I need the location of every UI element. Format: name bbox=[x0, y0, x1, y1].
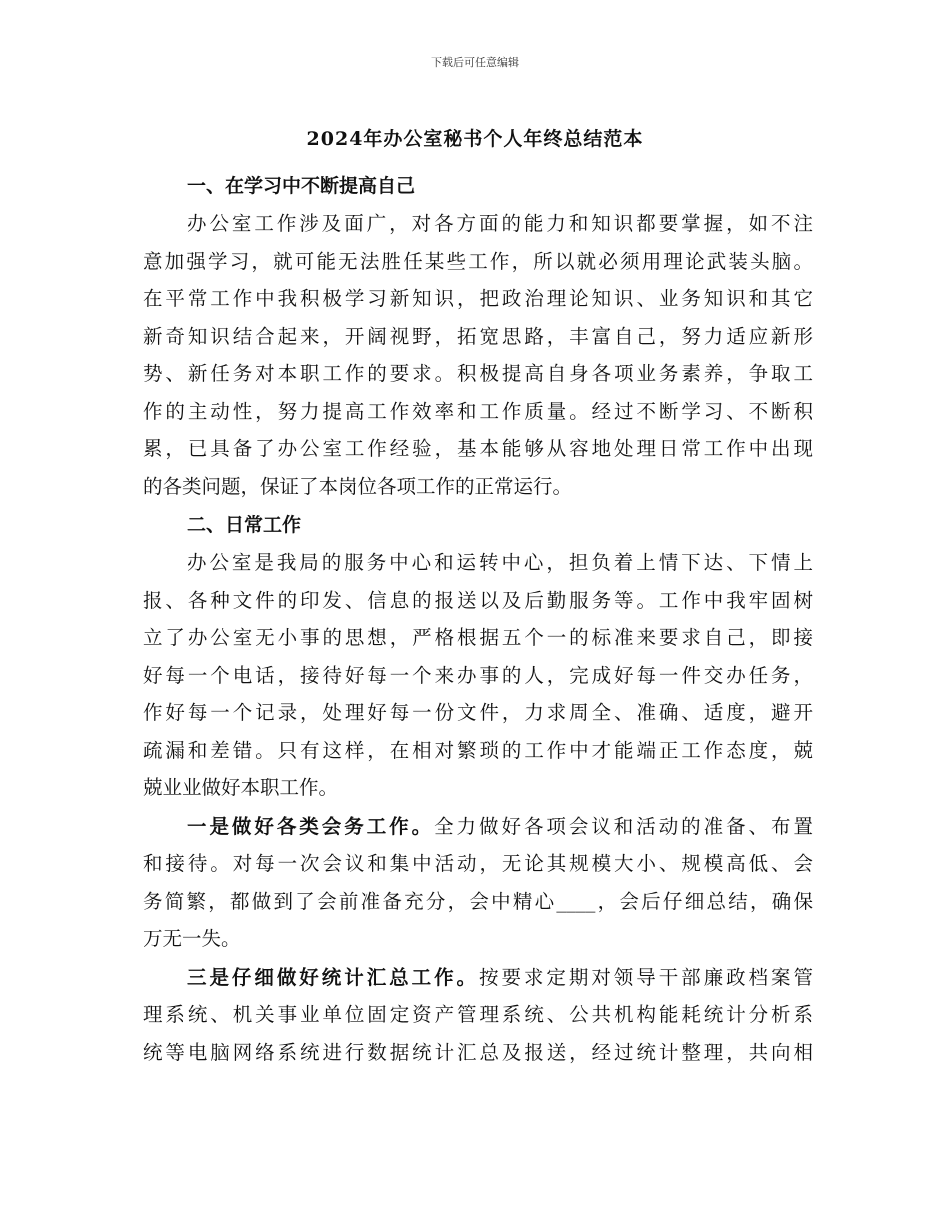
text-line: 和接待。对每一次会议和集中活动，无论其规模大小、规模高低、会 bbox=[143, 852, 813, 875]
text-line: 新奇知识结合起来，开阔视野，拓宽思路，丰富自己，努力适应新形 bbox=[143, 324, 813, 348]
section-heading-daily-work: 二、日常工作 bbox=[187, 514, 302, 536]
emphasis-lead-meeting: 一是做好各类会务工作。 bbox=[187, 814, 435, 838]
section-heading-study: 一、在学习中不断提高自己 bbox=[187, 175, 416, 197]
text-line: 作好每一个记录，处理好每一份文件，力求周全、准确、适度，避开 bbox=[143, 701, 813, 724]
text-line: 在平常工作中我积极学习新知识，把政治理论知识、业务知识和其它 bbox=[143, 287, 813, 310]
text-line: 报、各种文件的印发、信息的报送以及后勤服务等。工作中我牢固树 bbox=[143, 588, 813, 612]
text-line: 办公室工作涉及面广，对各方面的能力和知识都要掌握，如不注 bbox=[187, 212, 813, 235]
text-line: 万无一失。 bbox=[143, 927, 241, 950]
text-line: 兢业业做好本职工作。 bbox=[143, 776, 339, 799]
text-line bbox=[143, 959, 813, 997]
text-line: 务简繁，都做到了会前准备充分，会中精心____，会后仔细总结，确保 bbox=[143, 889, 813, 913]
text-line: 理系统、机关事业单位固定资产管理系统、公共机构能耗统计分析系 bbox=[143, 1003, 813, 1026]
text-line: 好每一个电话，接待好每一个来办事的人，完成好每一件交办任务， bbox=[143, 663, 813, 687]
page-header-note: 下载后可任意编辑 bbox=[431, 56, 519, 69]
document-body bbox=[143, 167, 813, 1071]
paragraph-meeting-work bbox=[143, 808, 813, 958]
text-line: 作的主动性，努力提高工作效率和工作质量。经过不断学习、不断积 bbox=[143, 399, 813, 423]
text-line: 统等电脑网络系统进行数据统计汇总及报送，经过统计整理，共向相 bbox=[143, 1040, 813, 1064]
emphasis-lead-statistics: 三是仔细做好统计汇总工作。 bbox=[187, 965, 480, 989]
text-line: 累，已具备了办公室工作经验，基本能够从容地处理日常工作中出现 bbox=[143, 437, 813, 460]
text-run: 按要求定期对领导干部廉政档案管 bbox=[479, 965, 813, 989]
text-line: 疏漏和差错。只有这样，在相对繁琐的工作中才能端正工作态度，兢 bbox=[143, 738, 813, 762]
document-title: 2024年办公室秘书个人年终总结范本 bbox=[306, 128, 644, 150]
text-line: 意加强学习，就可能无法胜任某些工作，所以就必须用理论武装头脑。 bbox=[143, 249, 813, 273]
text-line: 势、新任务对本职工作的要求。积极提高自身各项业务素养，争取工 bbox=[143, 362, 813, 385]
paragraph-study bbox=[143, 205, 813, 505]
text-run: 全力做好各项会议和活动的准备、布置 bbox=[434, 814, 813, 838]
paragraph-statistics-work bbox=[143, 959, 813, 1072]
text-line: 的各类问题，保证了本岗位各项工作的正常运行。 bbox=[143, 474, 573, 498]
text-line: 办公室是我局的服务中心和运转中心，担负着上情下达、下情上 bbox=[187, 551, 813, 574]
paragraph-daily-work bbox=[143, 544, 813, 807]
text-line: 立了办公室无小事的思想，严格根据五个一的标准来要求自己，即接 bbox=[143, 626, 813, 649]
text-line bbox=[143, 808, 813, 846]
